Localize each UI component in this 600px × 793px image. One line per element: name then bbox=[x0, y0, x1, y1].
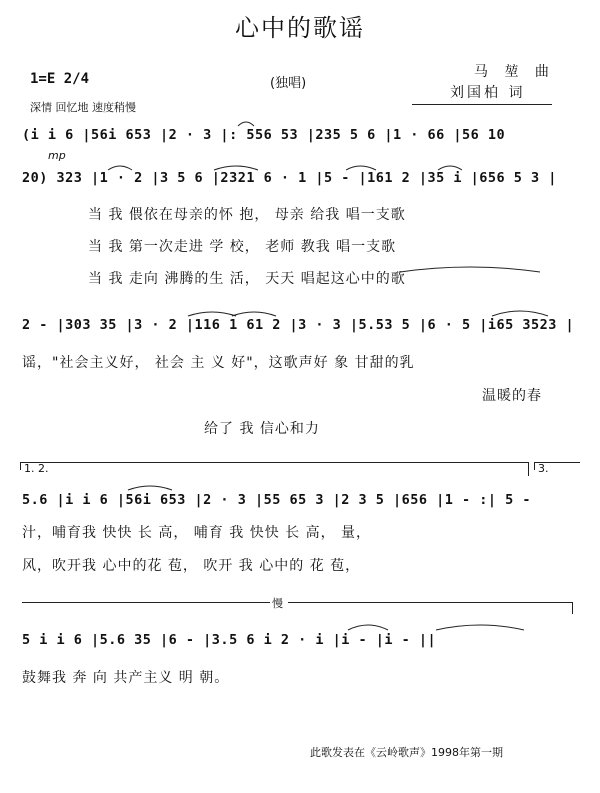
lyric-line-2-3: 当 我 走向 沸腾的生 活， 天天 唱起这心中的歌 bbox=[88, 271, 406, 287]
volta-bracket-2-left bbox=[534, 462, 535, 470]
lyric-line-2-1: 当 我 偎依在母亲的怀 抱， 母亲 给我 唱一支歌 bbox=[88, 207, 406, 223]
lyric-line-3-3: 给了 我 信心和力 bbox=[204, 421, 320, 437]
expression-mark: 深情 回忆地 速度稍慢 bbox=[30, 101, 136, 114]
publication-footnote: 此歌发表在《云岭歌声》1998年第一期 bbox=[310, 746, 503, 759]
notation-line-4: 5.6 |i i 6 |56i 653 |2 · 3 |55 65 3 |2 3 5 |656 |1 - :| 5 - bbox=[22, 492, 532, 508]
volta-bracket-1 bbox=[20, 462, 528, 463]
lyric-line-4-2: 风，吹开我 心中的花 苞， 吹开 我 心中的 花 苞， bbox=[22, 558, 361, 574]
notation-line-2: 20) 323 |1 · 2 |3 5 6 |2321 6 · 1 |5 - |161 2 |35 i |656 5 3 | bbox=[22, 170, 557, 186]
slur-1 bbox=[238, 122, 254, 126]
tempo-mark: 慢 bbox=[272, 597, 283, 610]
slur-6 bbox=[188, 312, 236, 316]
tie-12 bbox=[400, 267, 540, 272]
lyric-line-3-2: 温暖的春 bbox=[482, 388, 542, 404]
slur-8 bbox=[492, 311, 548, 316]
lyricist-credit: 刘国柏 词 bbox=[450, 85, 526, 101]
slur-7 bbox=[232, 312, 276, 316]
composer-credit: 马 堃 曲 bbox=[474, 64, 555, 80]
performance-type: (独唱) bbox=[270, 76, 307, 91]
volta-bracket-1-right bbox=[528, 462, 529, 476]
slur-10 bbox=[348, 625, 388, 630]
volta-label-2: 3. bbox=[538, 462, 549, 475]
tempo-line-right bbox=[288, 602, 572, 603]
tempo-line-end bbox=[572, 602, 573, 614]
credit-underline bbox=[412, 104, 552, 105]
volta-bracket-1-left bbox=[20, 462, 21, 470]
tempo-line-left bbox=[22, 602, 270, 603]
notation-line-5: 5 i i 6 |5.6 35 |6 - |3.5 6 i 2 · i |i - |i - || bbox=[22, 632, 437, 648]
notation-line-3: 2 - |303 35 |3 · 2 |116 1 61 2 |3 · 3 |5.53 5 |6 · 5 |i65 3523 | bbox=[22, 317, 575, 333]
lyric-line-4-1: 汁，哺育我 快快 长 高， 哺育 我 快快 长 高， 量， bbox=[22, 525, 372, 541]
slur-9 bbox=[128, 486, 172, 490]
lyric-line-3-1: 谣，"社会主义好， 社会 主 义 好"，这歌声好 象 甘甜的乳 bbox=[22, 355, 415, 371]
dynamic-mark: mp bbox=[48, 149, 66, 162]
volta-label-1: 1. 2. bbox=[24, 462, 49, 475]
slur-11 bbox=[436, 625, 524, 630]
lyric-line-5-1: 鼓舞我 奔 向 共产主义 明 朝。 bbox=[22, 670, 230, 686]
notation-line-1: (i i 6 |56i 653 |2 · 3 |: 556 53 |235 5 6 |1 · 66 |56 10 bbox=[22, 127, 506, 143]
key-signature: 1=E 2/4 bbox=[30, 71, 90, 87]
song-title: 心中的歌谣 bbox=[235, 14, 365, 42]
lyric-line-2-2: 当 我 第一次走进 学 校， 老师 教我 唱一支歌 bbox=[88, 239, 397, 255]
